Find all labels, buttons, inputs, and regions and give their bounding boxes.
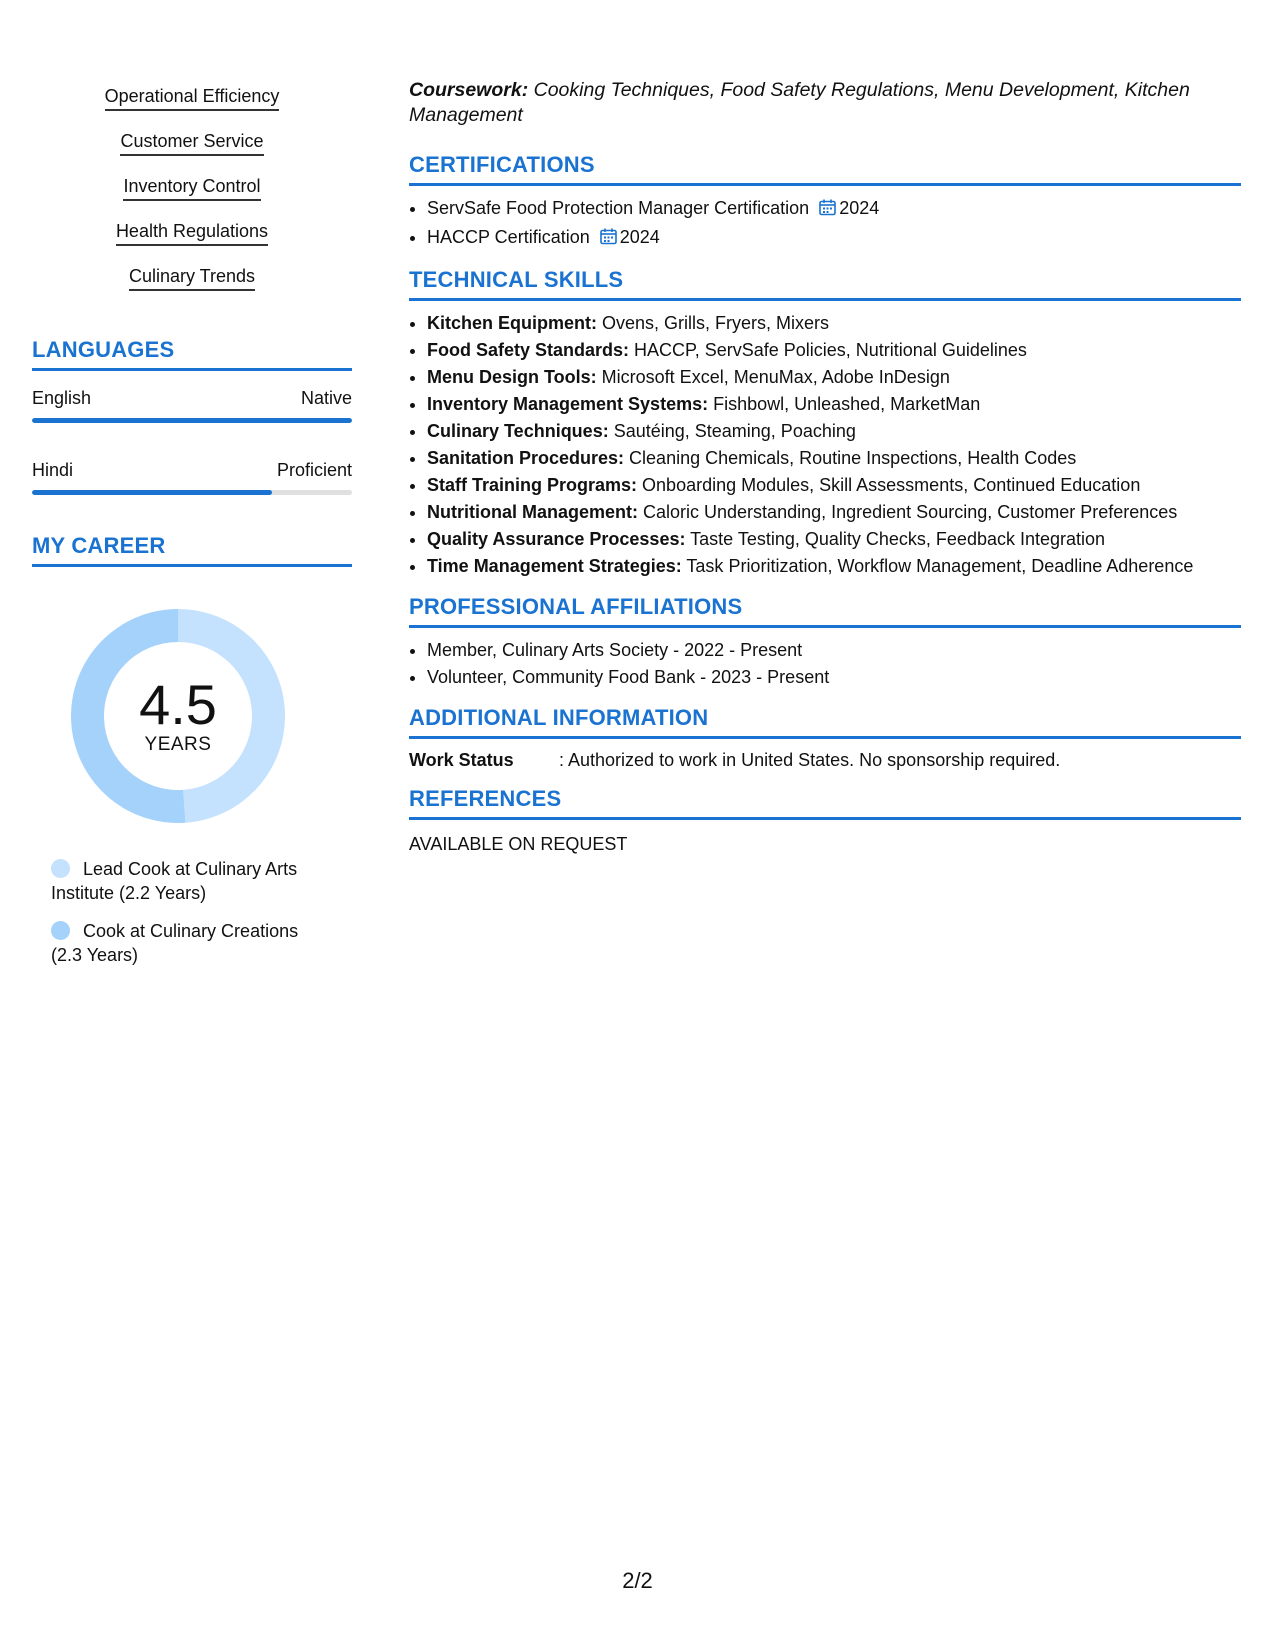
skill-category: Menu Design Tools: (427, 367, 597, 387)
language-proficiency-fill (32, 418, 352, 423)
references-text: AVAILABLE ON REQUEST (409, 834, 628, 854)
career-heading: MY CAREER (32, 533, 352, 567)
technical-skill-item (427, 499, 1241, 526)
language-name: Hindi (32, 460, 74, 480)
skill-category: Sanitation Procedures: (427, 448, 625, 468)
affiliation-item: • Volunteer, Community Food Bank - 2023 - Present (427, 664, 1241, 691)
references-section (409, 786, 1241, 856)
skill-values: Caloric Understanding, Ingredient Sourcing, Customer Preferences (638, 502, 1178, 522)
language-item (32, 387, 352, 423)
certification-item (427, 224, 1241, 253)
calendar-icon (819, 197, 836, 224)
skill-values: Cleaning Chemicals, Routine Inspections, Health Codes (624, 448, 1077, 468)
affiliations-heading: PROFESSIONAL AFFILIATIONS (409, 594, 1241, 628)
technical-skill-item (427, 445, 1241, 472)
skill-category: Food Safety Standards: (427, 340, 630, 360)
skill-category: Time Management Strategies: (427, 556, 682, 576)
career-donut-chart (32, 603, 352, 843)
technical-skills-heading: TECHNICAL SKILLS (409, 267, 1241, 301)
skill-values: Ovens, Grills, Fryers, Mixers (597, 313, 830, 333)
references-heading: REFERENCES (409, 786, 1241, 820)
affiliations-list (409, 637, 1241, 691)
skill-category: Quality Assurance Processes: (427, 529, 686, 549)
certification-year: 2024 (619, 227, 660, 247)
language-proficiency-fill (32, 490, 272, 495)
affiliation-item: • Member, Culinary Arts Society - 2022 - Present (427, 637, 1241, 664)
technical-skill-item (427, 526, 1241, 553)
skill-tag: Customer Service (120, 129, 263, 156)
technical-skill-item (427, 472, 1241, 499)
skill-values: Task Prioritization, Workflow Management, Deadline Adherence (681, 556, 1194, 576)
certification-name: ServSafe Food Protection Manager Certification (427, 198, 810, 218)
work-status-row (409, 748, 1241, 772)
sidebar (32, 84, 352, 981)
career-legend (32, 857, 331, 967)
main-content (409, 78, 1241, 870)
languages-heading: LANGUAGES (32, 337, 352, 371)
career-total (65, 603, 291, 829)
career-total-number: 4.5 (139, 673, 217, 736)
affiliations-section (409, 594, 1241, 691)
skill-tag: Inventory Control (123, 174, 260, 201)
legend-dot-icon (51, 921, 70, 940)
technical-skill-item (427, 391, 1241, 418)
technical-skill-item (427, 310, 1241, 337)
skill-tag: Health Regulations (116, 219, 268, 246)
skill-category: Kitchen Equipment: (427, 313, 597, 333)
certification-name: HACCP Certification (427, 227, 590, 247)
career-total-unit: YEARS (144, 734, 212, 755)
skill-category: Nutritional Management: (427, 502, 639, 522)
skill-values: Fishbowl, Unleashed, MarketMan (708, 394, 981, 414)
technical-skill-item (427, 553, 1241, 580)
skill-category: Staff Training Programs: (427, 475, 638, 495)
skill-tag: Operational Efficiency (105, 84, 280, 111)
coursework-label: Coursework: (409, 79, 529, 101)
skill-category: Culinary Techniques: (427, 421, 609, 441)
work-status-label: Work Status (409, 750, 514, 770)
skill-values: Sautéing, Steaming, Poaching (608, 421, 856, 441)
career-legend-item (51, 919, 331, 967)
additional-info-section (409, 705, 1241, 772)
career-legend-label: Cook at Culinary Creations (2.3 Years) (51, 921, 299, 965)
technical-skill-item (427, 337, 1241, 364)
language-proficiency-bar (32, 490, 352, 495)
coursework (409, 78, 1241, 128)
certifications-heading: CERTIFICATIONS (409, 152, 1241, 186)
career-legend-label: Lead Cook at Culinary Arts Institute (2.2 Years) (51, 859, 298, 903)
skill-values: Onboarding Modules, Skill Assessments, Continued Education (637, 475, 1141, 495)
skill-tag-list (32, 84, 352, 309)
technical-skills-list (409, 310, 1241, 580)
career-section (32, 533, 352, 967)
calendar-icon (600, 226, 617, 253)
work-status-value: : Authorized to work in United States. No sponsorship required. (559, 750, 1061, 770)
language-level: Native (300, 388, 352, 408)
language-name: English (32, 388, 92, 408)
language-proficiency-bar (32, 418, 352, 423)
technical-skill-item (427, 364, 1241, 391)
skill-values: Microsoft Excel, MenuMax, Adobe InDesign (596, 367, 950, 387)
skill-values: Taste Testing, Quality Checks, Feedback Integration (685, 529, 1106, 549)
certifications-list (409, 195, 1241, 253)
legend-dot-icon (51, 859, 70, 878)
skill-category: Inventory Management Systems: (427, 394, 709, 414)
languages-section (32, 337, 352, 495)
certification-year: 2024 (839, 198, 880, 218)
language-item (32, 459, 352, 495)
coursework-text: Cooking Techniques, Food Safety Regulations, Menu Development, Kitchen Management (409, 79, 1190, 126)
certifications-section (409, 152, 1241, 253)
career-legend-item (51, 857, 331, 905)
technical-skill-item (427, 418, 1241, 445)
language-level: Proficient (276, 460, 352, 480)
additional-info-heading: ADDITIONAL INFORMATION (409, 705, 1241, 739)
skill-values: HACCP, ServSafe Policies, Nutritional Guidelines (629, 340, 1027, 360)
certification-item (427, 195, 1241, 224)
skill-tag: Culinary Trends (129, 264, 255, 291)
technical-skills-section (409, 267, 1241, 580)
page-number: 2/2 (622, 1568, 653, 1593)
